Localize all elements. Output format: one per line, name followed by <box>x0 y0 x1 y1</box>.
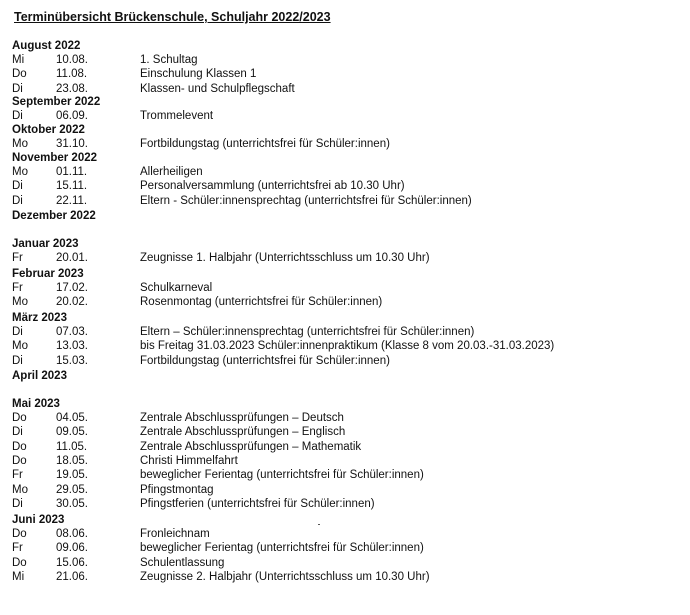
entry-date: 09.06. <box>56 542 88 555</box>
entry-date: 15.06. <box>56 556 88 569</box>
entry-date: 10.08. <box>56 54 88 66</box>
schedule-entry <box>0 355 690 369</box>
entry-description: Zeugnisse 1. Halbjahr (Unterrichtsschluss um 10.30 Uhr) <box>140 252 430 264</box>
entry-description: Fortbildungstag (unterrichtsfrei für Schüler:innen) <box>140 138 390 150</box>
entry-day: Fr <box>12 469 23 482</box>
entry-description: Christi Himmelfahrt <box>140 454 238 467</box>
entry-description: bis Freitag 31.03.2023 Schüler:innenpraktikum (Klasse 8 vom 20.03.-31.03.2023) <box>140 340 555 353</box>
schedule-entry <box>0 138 690 152</box>
document-title: Terminübersicht Brückenschule, Schuljahr 2022/2023 <box>14 10 331 24</box>
entry-date: 07.03. <box>56 326 88 338</box>
entry-date: 17.02. <box>56 282 88 294</box>
entry-day: Do <box>12 412 27 424</box>
entry-day: Do <box>12 556 27 569</box>
entry-description: Zentrale Abschlussprüfungen – Englisch <box>140 426 346 439</box>
month-heading: März 2023 <box>12 312 67 324</box>
month-heading: Oktober 2022 <box>12 124 85 136</box>
month-heading: Februar 2023 <box>12 268 84 280</box>
entry-date: 21.06. <box>56 570 88 583</box>
entry-date: 01.11. <box>56 166 88 178</box>
entry-description: Zentrale Abschlussprüfungen – Mathematik <box>140 440 362 453</box>
entry-description: beweglicher Ferientag (unterrichtsfrei für Schüler:innen) <box>140 542 424 555</box>
entry-date: 11.05. <box>56 440 88 453</box>
entry-description: Personalversammlung (unterrichtsfrei ab 10.30 Uhr) <box>140 180 405 193</box>
entry-date: 15.11. <box>56 180 88 193</box>
entry-description: Eltern – Schüler:innensprechtag (unterrichtsfrei für Schüler:innen) <box>140 326 475 338</box>
entry-description: Zentrale Abschlussprüfungen – Deutsch <box>140 412 344 424</box>
schedule-entry <box>0 557 690 571</box>
schedule-entry <box>0 282 690 296</box>
entry-date: 19.05. <box>56 469 88 482</box>
schedule-entry <box>0 166 690 180</box>
month-heading: April 2023 <box>12 370 67 382</box>
entry-description: Fronleichnam <box>140 528 210 540</box>
entry-description: Pfingstferien (unterrichtsfrei für Schüler:innen) <box>140 497 375 510</box>
entry-day: Di <box>12 180 23 193</box>
schedule-entry <box>0 54 690 68</box>
schedule-entry <box>0 340 690 354</box>
schedule-entry <box>0 68 690 82</box>
schedule-entry <box>0 484 690 498</box>
entry-day: Mo <box>12 166 28 178</box>
entry-description: Fortbildungstag (unterrichtsfrei für Schüler:innen) <box>140 354 390 367</box>
entry-date: 22.11. <box>56 194 88 207</box>
entry-date: 15.03. <box>56 354 88 367</box>
schedule-entry <box>0 441 690 455</box>
entry-date: 23.08. <box>56 82 88 95</box>
entry-description: 1. Schultag <box>140 54 198 66</box>
entry-description: beweglicher Ferientag (unterrichtsfrei für Schüler:innen) <box>140 469 424 482</box>
month-heading: August 2022 <box>12 40 81 52</box>
entry-date: 18.05. <box>56 454 88 467</box>
entry-description: Schulentlassung <box>140 556 225 569</box>
entry-day: Di <box>12 354 23 367</box>
entry-day: Di <box>12 82 23 95</box>
entry-day: Do <box>12 454 27 467</box>
schedule-entry <box>0 326 690 340</box>
entry-day: Di <box>12 326 23 338</box>
entry-description: Allerheiligen <box>140 166 203 178</box>
entry-date: 30.05. <box>56 497 88 510</box>
entry-description: Zeugnisse 2. Halbjahr (Unterrichtsschluss um 10.30 Uhr) <box>140 570 430 583</box>
entry-day: Di <box>12 110 23 122</box>
entry-day: Fr <box>12 542 23 555</box>
entry-date: 31.10. <box>56 138 88 150</box>
schedule-entry <box>0 110 690 124</box>
entry-date: 29.05. <box>56 483 88 496</box>
entry-day: Mo <box>12 483 28 496</box>
entry-description: Rosenmontag (unterrichtsfrei für Schüler:innen) <box>140 296 383 309</box>
entry-date: 04.05. <box>56 412 88 424</box>
scan-speck <box>318 524 320 525</box>
entry-day: Mo <box>12 138 28 150</box>
schedule-entry <box>0 426 690 440</box>
entry-day: Di <box>12 497 23 510</box>
schedule-entry <box>0 571 690 585</box>
entry-date: 11.08. <box>56 68 88 81</box>
entry-description: Klassen- und Schulpflegschaft <box>140 82 295 95</box>
month-heading: Januar 2023 <box>12 238 79 250</box>
entry-day: Mo <box>12 340 28 353</box>
month-heading: November 2022 <box>12 152 98 164</box>
schedule-entry <box>0 498 690 512</box>
entry-description: Pfingstmontag <box>140 483 214 496</box>
entry-date: 20.01. <box>56 252 88 264</box>
entry-description: Trommelevent <box>140 110 214 122</box>
entry-day: Do <box>12 528 27 540</box>
entry-day: Fr <box>12 252 23 264</box>
schedule-entry <box>0 455 690 469</box>
month-heading: Dezember 2022 <box>12 210 96 222</box>
schedule-entry <box>0 252 690 266</box>
schedule-entry <box>0 195 690 209</box>
entry-description: Einschulung Klassen 1 <box>140 68 257 81</box>
entry-description: Schulkarneval <box>140 282 213 294</box>
entry-day: Di <box>12 426 23 439</box>
entry-day: Mi <box>12 570 25 583</box>
schedule-entry <box>0 412 690 426</box>
month-heading: September 2022 <box>12 96 101 108</box>
entry-date: 09.05. <box>56 426 88 439</box>
entry-date: 06.09. <box>56 110 88 122</box>
entry-day: Di <box>12 194 23 207</box>
entry-day: Do <box>12 440 27 453</box>
entry-date: 20.02. <box>56 296 88 309</box>
schedule-entry <box>0 296 690 310</box>
entry-description: Eltern - Schüler:innensprechtag (unterrichtsfrei für Schüler:innen) <box>140 194 472 207</box>
entry-day: Do <box>12 68 27 81</box>
entry-day: Fr <box>12 282 23 294</box>
schedule-entry <box>0 180 690 194</box>
schedule-entry <box>0 469 690 483</box>
entry-day: Mi <box>12 54 25 66</box>
entry-date: 08.06. <box>56 528 88 540</box>
month-heading: Mai 2023 <box>12 398 60 410</box>
schedule-entry <box>0 542 690 556</box>
schedule-entry <box>0 528 690 542</box>
month-heading: Juni 2023 <box>12 514 65 526</box>
schedule-entry <box>0 83 690 97</box>
entry-date: 13.03. <box>56 340 88 353</box>
entry-day: Mo <box>12 296 28 309</box>
